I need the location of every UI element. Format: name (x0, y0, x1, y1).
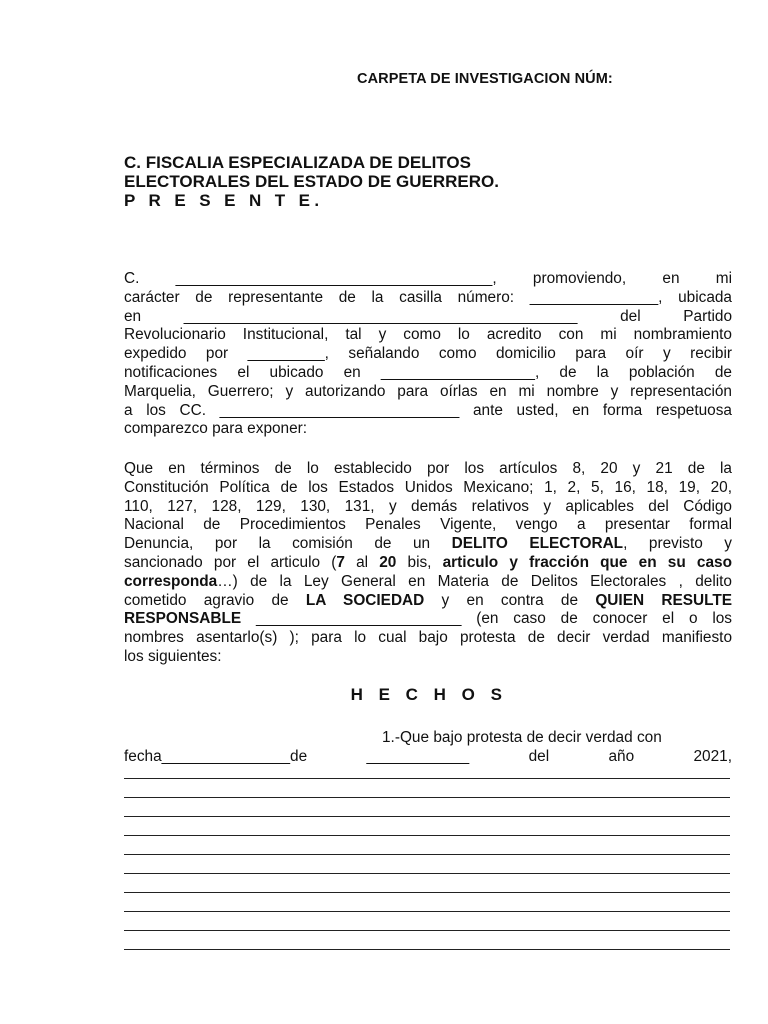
hechos-paragraph (124, 729, 732, 767)
paragraph-line: Marquelia, Guerrero; y autorizando para oírlas en mi nombre y representación (124, 382, 732, 400)
paragraph-line: expedido por _________, señalando como domicilio para oír y recibir (124, 345, 732, 363)
paragraph-line: comparezco para exponer: (124, 420, 308, 438)
articulo-bold: articulo y fracción que en su caso (442, 553, 732, 571)
paragraph-line: 110, 127, 128, 129, 130, 131, y demás relativos y aplicables del Código (124, 497, 732, 515)
paragraph-line: Nacional de Procedimientos Penales Vigente, vengo a presentar formal (124, 516, 732, 534)
paragraph-line: fecha_______________de ____________ del año 2021, (124, 747, 733, 765)
blank-line (124, 797, 730, 798)
paragraph-line: 1.-Que bajo protesta de decir verdad con (382, 729, 662, 746)
paragraph-line: Que en términos de lo establecido por los artículos 8, 20 y 21 de la (124, 460, 732, 477)
paragraph-line: en ______________________________________________ del Partido (124, 307, 733, 325)
addressee-line-1: C. FISCALIA ESPECIALIZADA DE DELITOS (124, 153, 471, 172)
blank-line (124, 930, 730, 931)
paragraph-line: sancionado por el articulo (7 al 20 bis, articulo y fracción que en su caso (124, 553, 732, 571)
la-sociedad-bold: LA SOCIEDAD (305, 591, 425, 609)
paragraph-line: corresponda…) de la Ley General en Materia de Delitos Electorales , delito (124, 572, 732, 590)
delito-electoral-bold: DELITO ELECTORAL (451, 535, 624, 553)
blank-line (124, 892, 730, 893)
paragraph-line: Constitución Política de los Estados Unidos Mexicano; 1, 2, 5, 16, 18, 19, 20, (124, 478, 732, 496)
blank-line (124, 911, 730, 912)
presente-line: P R E S E N T E. (124, 191, 324, 210)
paragraph-line: carácter de representante de la casilla número: _______________, ubicada (124, 288, 732, 306)
quien-resulte-bold: QUIEN RESULTE (595, 591, 733, 609)
paragraph-line: notificaciones el ubicado en __________________, de la población de (124, 363, 732, 381)
paragraph-line: nombres asentarlo(s) ); para lo cual bajo protesta de decir verdad manifiesto (124, 629, 732, 647)
blank-line (124, 873, 730, 874)
paragraph-line: Revolucionario Institucional, tal y como lo acredito con mi nombramiento (124, 326, 732, 344)
paragraph-line: los siguientes: (124, 647, 222, 665)
paragraph-line: Denuncia, por la comisión de un DELITO ELECTORAL, previsto y (124, 535, 732, 553)
blank-line (124, 778, 730, 779)
promovente-paragraph (124, 270, 732, 439)
paragraph-line: C. _____________________________________, promoviendo, en mi (124, 270, 733, 287)
paragraph-line: RESPONSABLE ________________________ (en caso de conocer el o los (124, 610, 732, 628)
paragraph-line: a los CC. ____________________________ ante usted, en forma respetuosa (124, 401, 732, 419)
blank-line (124, 835, 730, 836)
denuncia-paragraph (124, 460, 732, 667)
addressee-line-2: ELECTORALES DEL ESTADO DE GUERRERO. (124, 172, 499, 191)
blank-line (124, 949, 730, 950)
blank-line (124, 854, 730, 855)
paragraph-line: cometido agravio de LA SOCIEDAD y en contra de QUIEN RESULTE (124, 591, 733, 609)
addressee-block (124, 153, 499, 210)
blank-line (124, 816, 730, 817)
carpeta-heading: CARPETA DE INVESTIGACION NÚM: (357, 71, 613, 87)
hechos-heading: H E C H O S (350, 685, 508, 704)
